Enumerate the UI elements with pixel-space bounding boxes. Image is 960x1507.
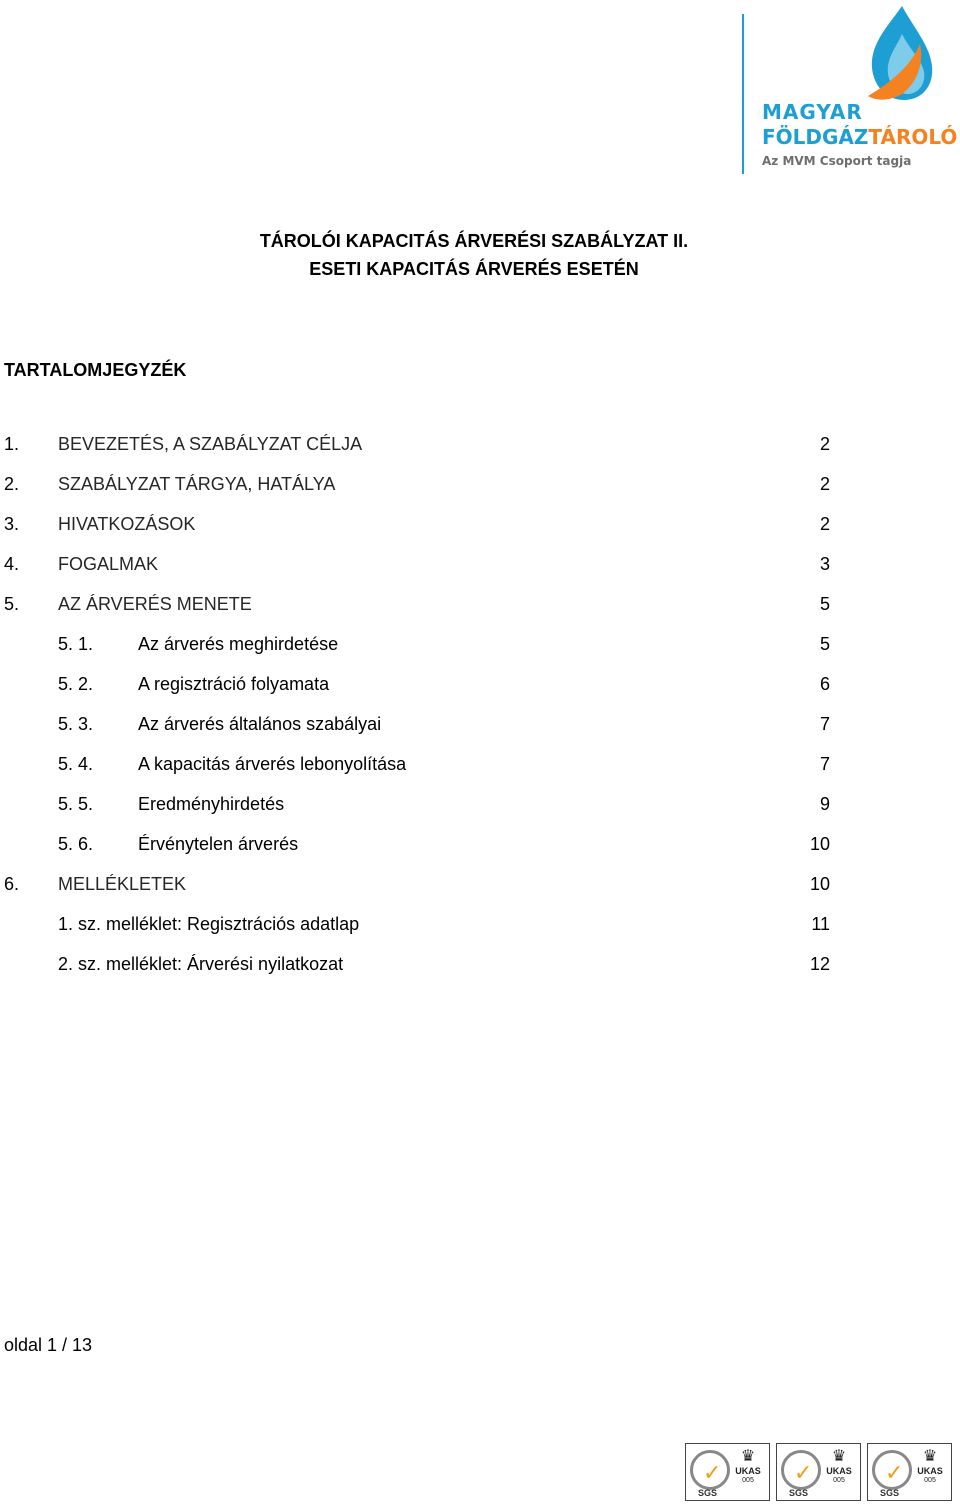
toc-entry-number: 2. bbox=[4, 474, 20, 494]
toc-entry[interactable] bbox=[0, 834, 960, 864]
accreditation-number: 005 bbox=[924, 1477, 936, 1484]
certification-badge bbox=[867, 1443, 952, 1501]
ukas-mark bbox=[731, 1448, 765, 1496]
ukas-mark bbox=[822, 1448, 856, 1496]
crown-icon: ♛ bbox=[922, 1448, 938, 1465]
toc-entry-label: HIVATKOZÁSOK bbox=[58, 514, 196, 534]
logo-tagline: Az MVM Csoport tagja bbox=[762, 154, 912, 168]
toc-entry-number: 6. bbox=[4, 874, 20, 894]
accreditation-number: 005 bbox=[742, 1477, 754, 1484]
toc-entry[interactable] bbox=[0, 714, 960, 744]
accreditation-number: 005 bbox=[833, 1477, 845, 1484]
toc-entry-page: 9 bbox=[819, 794, 830, 814]
toc-entry-page: 7 bbox=[819, 754, 830, 774]
logo-divider bbox=[742, 14, 744, 174]
toc-entry-label: 1. sz. melléklet: Regisztrációs adatlap bbox=[58, 914, 360, 934]
certification-issuer: SGS bbox=[789, 1488, 809, 1498]
toc-entry-label: Eredményhirdetés bbox=[138, 794, 285, 814]
toc-entry-number: 5. 6. bbox=[58, 834, 94, 854]
toc-entry-number: 5. bbox=[4, 594, 20, 614]
sgs-seal-icon bbox=[781, 1450, 821, 1490]
toc-entry[interactable] bbox=[0, 554, 960, 584]
toc-entry-page: 7 bbox=[819, 714, 830, 734]
toc-entry-label: A kapacitás árverés lebonyolítása bbox=[138, 754, 407, 774]
certification-badges bbox=[685, 1443, 953, 1503]
checkmark-icon: ✓ bbox=[794, 1461, 813, 1486]
toc-entry-label: Az árverés általános szabályai bbox=[138, 714, 382, 734]
certification-badge bbox=[685, 1443, 770, 1501]
logo-text-line2-value: FÖLDGÁZTÁROLÓ bbox=[762, 125, 958, 149]
toc-entry-label: FOGALMAK bbox=[58, 554, 159, 574]
toc-entry-page: 11 bbox=[811, 914, 830, 934]
toc-entry[interactable] bbox=[0, 754, 960, 784]
certification-issuer: SGS bbox=[880, 1488, 900, 1498]
toc-entry-page: 5 bbox=[819, 634, 830, 654]
sgs-seal-icon bbox=[872, 1450, 912, 1490]
sgs-seal-icon bbox=[690, 1450, 730, 1490]
toc-entry-label: AZ ÁRVERÉS MENETE bbox=[58, 594, 252, 614]
page-number: oldal 1 / 13 bbox=[4, 1335, 93, 1355]
crown-icon: ♛ bbox=[740, 1448, 756, 1465]
toc-entry-page: 3 bbox=[819, 554, 830, 574]
document-title-line1: TÁROLÓI KAPACITÁS ÁRVERÉSI SZABÁLYZAT II. bbox=[259, 231, 689, 251]
company-logo bbox=[738, 4, 956, 176]
toc-entry-page: 2 bbox=[819, 514, 830, 534]
toc-entry[interactable] bbox=[0, 474, 960, 504]
toc-entry-label: 2. sz. melléklet: Árverési nyilatkozat bbox=[58, 954, 344, 974]
toc-entry[interactable] bbox=[0, 434, 960, 464]
toc-entry-page: 6 bbox=[819, 674, 830, 694]
accreditation-label: UKAS bbox=[826, 1466, 852, 1476]
certification-badge bbox=[776, 1443, 861, 1501]
flame-drop-icon bbox=[858, 4, 938, 104]
document-title-line2: ESETI KAPACITÁS ÁRVERÉS ESETÉN bbox=[309, 259, 639, 279]
toc-entry[interactable] bbox=[0, 914, 960, 944]
toc-entry-label: A regisztráció folyamata bbox=[138, 674, 330, 694]
toc-entry-page: 10 bbox=[809, 834, 830, 854]
toc-entry-label: SZABÁLYZAT TÁRGYA, HATÁLYA bbox=[58, 474, 336, 494]
toc-entry-number: 3. bbox=[4, 514, 20, 534]
toc-entry-number: 5. 3. bbox=[58, 714, 94, 734]
accreditation-label: UKAS bbox=[917, 1466, 943, 1476]
toc-entry[interactable] bbox=[0, 794, 960, 824]
checkmark-icon: ✓ bbox=[885, 1461, 904, 1486]
toc-entry-number: 4. bbox=[4, 554, 20, 574]
toc-entry-number: 5. 5. bbox=[58, 794, 94, 814]
toc-entry-number: 1. bbox=[4, 434, 20, 454]
toc-entry[interactable] bbox=[0, 874, 960, 904]
toc-heading: TARTALOMJEGYZÉK bbox=[4, 360, 187, 380]
logo-text-line1: MAGYAR bbox=[762, 100, 863, 124]
toc-entry-label: Az árverés meghirdetése bbox=[138, 634, 339, 654]
toc-entry-page: 5 bbox=[819, 594, 830, 614]
crown-icon: ♛ bbox=[831, 1448, 847, 1465]
toc-entry[interactable] bbox=[0, 954, 960, 984]
toc-entry[interactable] bbox=[0, 674, 960, 704]
logo-text-line2 bbox=[762, 125, 957, 149]
toc-entry-number: 5. 2. bbox=[58, 674, 94, 694]
toc-entry-page: 10 bbox=[809, 874, 830, 894]
toc-entry-number: 5. 1. bbox=[58, 634, 94, 654]
toc-entry-page: 2 bbox=[819, 434, 830, 454]
toc-entry-label: BEVEZETÉS, A SZABÁLYZAT CÉLJA bbox=[58, 434, 363, 454]
toc-entry-number: 5. 4. bbox=[58, 754, 94, 774]
toc-entry-page: 2 bbox=[819, 474, 830, 494]
checkmark-icon: ✓ bbox=[703, 1461, 722, 1486]
accreditation-label: UKAS bbox=[735, 1466, 761, 1476]
certification-issuer: SGS bbox=[698, 1488, 718, 1498]
toc-entry-label: MELLÉKLETEK bbox=[58, 874, 187, 894]
toc-entry[interactable] bbox=[0, 594, 960, 624]
toc-entry-label: Érvénytelen árverés bbox=[138, 834, 299, 854]
toc-entry[interactable] bbox=[0, 634, 960, 664]
ukas-mark bbox=[913, 1448, 947, 1496]
toc-entry-page: 12 bbox=[809, 954, 830, 974]
toc-entry[interactable] bbox=[0, 514, 960, 544]
